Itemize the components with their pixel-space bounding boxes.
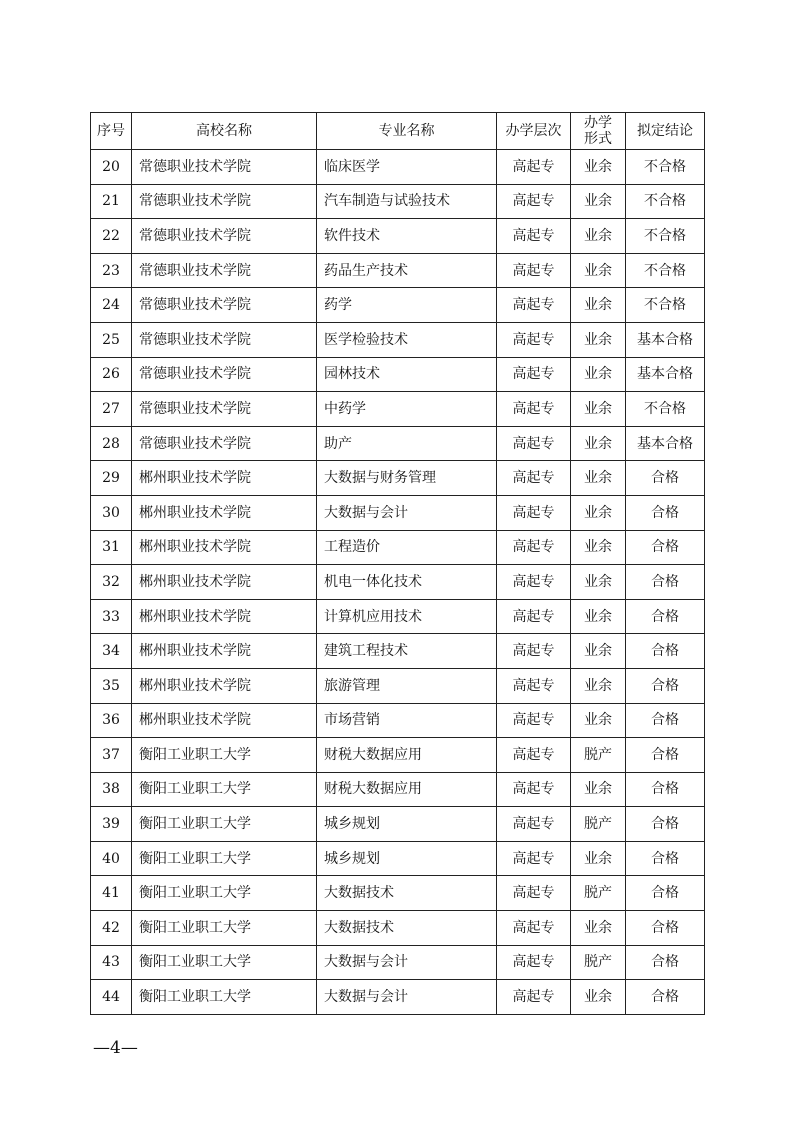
header-conclusion: 拟定结论: [626, 113, 705, 150]
cell-form: 业余: [571, 703, 626, 738]
cell-school: 衡阳工业职工大学: [132, 841, 317, 876]
cell-conclusion: 基本合格: [626, 322, 705, 357]
cell-conclusion: 不合格: [626, 253, 705, 288]
cell-school: 郴州职业技术学院: [132, 599, 317, 634]
header-form: [571, 113, 626, 150]
table-row: [91, 253, 705, 288]
cell-school: 衡阳工业职工大学: [132, 980, 317, 1015]
cell-conclusion: 合格: [626, 565, 705, 600]
cell-school: 常德职业技术学院: [132, 184, 317, 219]
cell-level: 高起专: [497, 495, 571, 530]
cell-form: 业余: [571, 357, 626, 392]
cell-major: 大数据与会计: [317, 945, 497, 980]
cell-school: 郴州职业技术学院: [132, 634, 317, 669]
cell-major: 工程造价: [317, 530, 497, 565]
header-major: 专业名称: [317, 113, 497, 150]
cell-major: 财税大数据应用: [317, 738, 497, 773]
cell-school: 郴州职业技术学院: [132, 565, 317, 600]
cell-form: 业余: [571, 392, 626, 427]
table-row: [91, 841, 705, 876]
cell-form: 脱产: [571, 738, 626, 773]
table-row: [91, 530, 705, 565]
table-row: [91, 322, 705, 357]
cell-form: 业余: [571, 253, 626, 288]
cell-level: 高起专: [497, 219, 571, 254]
cell-major: 大数据与财务管理: [317, 461, 497, 496]
cell-form: 业余: [571, 150, 626, 185]
cell-major: 计算机应用技术: [317, 599, 497, 634]
cell-index: 28: [91, 426, 132, 461]
table-row: [91, 945, 705, 980]
cell-conclusion: 合格: [626, 911, 705, 946]
cell-level: 高起专: [497, 634, 571, 669]
cell-school: 衡阳工业职工大学: [132, 876, 317, 911]
cell-major: 临床医学: [317, 150, 497, 185]
cell-form: 业余: [571, 288, 626, 323]
table-row: [91, 911, 705, 946]
cell-conclusion: 不合格: [626, 184, 705, 219]
cell-major: 汽车制造与试验技术: [317, 184, 497, 219]
cell-conclusion: 不合格: [626, 392, 705, 427]
table-row: [91, 703, 705, 738]
header-school: 高校名称: [132, 113, 317, 150]
table-row: [91, 150, 705, 185]
cell-school: 常德职业技术学院: [132, 150, 317, 185]
cell-conclusion: 合格: [626, 495, 705, 530]
header-index: 序号: [91, 113, 132, 150]
evaluation-table: [90, 112, 705, 1015]
cell-conclusion: 合格: [626, 530, 705, 565]
table-row: [91, 807, 705, 842]
cell-conclusion: 基本合格: [626, 357, 705, 392]
cell-level: 高起专: [497, 461, 571, 496]
cell-level: 高起专: [497, 150, 571, 185]
cell-index: 27: [91, 392, 132, 427]
table-row: [91, 184, 705, 219]
cell-conclusion: 合格: [626, 841, 705, 876]
cell-form: 业余: [571, 461, 626, 496]
cell-school: 常德职业技术学院: [132, 253, 317, 288]
header-level: 办学层次: [497, 113, 571, 150]
cell-index: 43: [91, 945, 132, 980]
cell-school: 郴州职业技术学院: [132, 703, 317, 738]
cell-conclusion: 基本合格: [626, 426, 705, 461]
cell-school: 常德职业技术学院: [132, 322, 317, 357]
header-row: [91, 113, 705, 150]
cell-level: 高起专: [497, 738, 571, 773]
cell-index: 26: [91, 357, 132, 392]
cell-level: 高起专: [497, 599, 571, 634]
cell-index: 29: [91, 461, 132, 496]
table-header: [91, 113, 705, 150]
cell-form: 业余: [571, 634, 626, 669]
cell-major: 机电一体化技术: [317, 565, 497, 600]
cell-index: 23: [91, 253, 132, 288]
cell-school: 常德职业技术学院: [132, 219, 317, 254]
cell-conclusion: 合格: [626, 738, 705, 773]
cell-school: 郴州职业技术学院: [132, 495, 317, 530]
cell-level: 高起专: [497, 703, 571, 738]
cell-index: 42: [91, 911, 132, 946]
cell-major: 软件技术: [317, 219, 497, 254]
cell-index: 38: [91, 772, 132, 807]
page-number: —4—: [93, 1038, 138, 1058]
cell-major: 药品生产技术: [317, 253, 497, 288]
cell-major: 大数据技术: [317, 876, 497, 911]
cell-level: 高起专: [497, 772, 571, 807]
cell-major: 大数据与会计: [317, 495, 497, 530]
cell-conclusion: 合格: [626, 876, 705, 911]
table-row: [91, 357, 705, 392]
table-row: [91, 738, 705, 773]
cell-conclusion: 合格: [626, 980, 705, 1015]
cell-level: 高起专: [497, 392, 571, 427]
cell-level: 高起专: [497, 945, 571, 980]
cell-form: 业余: [571, 219, 626, 254]
table-row: [91, 495, 705, 530]
cell-form: 业余: [571, 565, 626, 600]
cell-conclusion: 合格: [626, 668, 705, 703]
cell-level: 高起专: [497, 184, 571, 219]
cell-major: 中药学: [317, 392, 497, 427]
cell-level: 高起专: [497, 253, 571, 288]
table-row: [91, 288, 705, 323]
cell-major: 大数据与会计: [317, 980, 497, 1015]
table-row: [91, 565, 705, 600]
cell-conclusion: 不合格: [626, 219, 705, 254]
cell-index: 32: [91, 565, 132, 600]
cell-school: 郴州职业技术学院: [132, 461, 317, 496]
cell-level: 高起专: [497, 288, 571, 323]
table-row: [91, 599, 705, 634]
cell-index: 21: [91, 184, 132, 219]
cell-level: 高起专: [497, 876, 571, 911]
cell-major: 市场营销: [317, 703, 497, 738]
cell-form: 业余: [571, 911, 626, 946]
cell-form: 业余: [571, 530, 626, 565]
table-row: [91, 634, 705, 669]
table-row: [91, 219, 705, 254]
cell-school: 衡阳工业职工大学: [132, 738, 317, 773]
header-form-line2: 形式: [584, 131, 612, 147]
cell-form: 脱产: [571, 876, 626, 911]
table-row: [91, 980, 705, 1015]
cell-school: 郴州职业技术学院: [132, 668, 317, 703]
cell-form: 业余: [571, 426, 626, 461]
cell-form: 业余: [571, 772, 626, 807]
cell-major: 城乡规划: [317, 807, 497, 842]
header-form-line1: 办学: [584, 115, 612, 131]
cell-major: 药学: [317, 288, 497, 323]
cell-index: 40: [91, 841, 132, 876]
cell-index: 39: [91, 807, 132, 842]
cell-index: 41: [91, 876, 132, 911]
cell-level: 高起专: [497, 426, 571, 461]
cell-index: 24: [91, 288, 132, 323]
cell-school: 衡阳工业职工大学: [132, 945, 317, 980]
cell-conclusion: 合格: [626, 772, 705, 807]
cell-form: 脱产: [571, 807, 626, 842]
cell-level: 高起专: [497, 980, 571, 1015]
cell-index: 33: [91, 599, 132, 634]
table-row: [91, 392, 705, 427]
table-row: [91, 668, 705, 703]
cell-form: 业余: [571, 841, 626, 876]
cell-index: 36: [91, 703, 132, 738]
cell-major: 建筑工程技术: [317, 634, 497, 669]
cell-level: 高起专: [497, 807, 571, 842]
table-body: [91, 150, 705, 1015]
cell-level: 高起专: [497, 530, 571, 565]
cell-school: 郴州职业技术学院: [132, 530, 317, 565]
table-row: [91, 461, 705, 496]
cell-school: 常德职业技术学院: [132, 392, 317, 427]
cell-index: 22: [91, 219, 132, 254]
cell-index: 37: [91, 738, 132, 773]
cell-index: 20: [91, 150, 132, 185]
cell-index: 34: [91, 634, 132, 669]
cell-level: 高起专: [497, 565, 571, 600]
cell-conclusion: 合格: [626, 807, 705, 842]
cell-index: 44: [91, 980, 132, 1015]
cell-form: 业余: [571, 495, 626, 530]
cell-index: 31: [91, 530, 132, 565]
cell-school: 衡阳工业职工大学: [132, 772, 317, 807]
cell-school: 衡阳工业职工大学: [132, 807, 317, 842]
cell-form: 业余: [571, 322, 626, 357]
cell-form: 脱产: [571, 945, 626, 980]
cell-school: 常德职业技术学院: [132, 357, 317, 392]
cell-school: 衡阳工业职工大学: [132, 911, 317, 946]
cell-conclusion: 不合格: [626, 288, 705, 323]
cell-major: 助产: [317, 426, 497, 461]
cell-form: 业余: [571, 599, 626, 634]
cell-level: 高起专: [497, 911, 571, 946]
cell-conclusion: 合格: [626, 634, 705, 669]
cell-major: 园林技术: [317, 357, 497, 392]
cell-conclusion: 合格: [626, 461, 705, 496]
cell-level: 高起专: [497, 841, 571, 876]
table-row: [91, 772, 705, 807]
cell-school: 常德职业技术学院: [132, 426, 317, 461]
cell-index: 25: [91, 322, 132, 357]
cell-conclusion: 合格: [626, 599, 705, 634]
cell-major: 财税大数据应用: [317, 772, 497, 807]
cell-level: 高起专: [497, 357, 571, 392]
cell-major: 大数据技术: [317, 911, 497, 946]
cell-index: 35: [91, 668, 132, 703]
cell-form: 业余: [571, 184, 626, 219]
cell-conclusion: 合格: [626, 945, 705, 980]
cell-level: 高起专: [497, 668, 571, 703]
cell-conclusion: 合格: [626, 703, 705, 738]
cell-major: 旅游管理: [317, 668, 497, 703]
cell-index: 30: [91, 495, 132, 530]
cell-form: 业余: [571, 668, 626, 703]
cell-major: 医学检验技术: [317, 322, 497, 357]
cell-major: 城乡规划: [317, 841, 497, 876]
cell-level: 高起专: [497, 322, 571, 357]
cell-school: 常德职业技术学院: [132, 288, 317, 323]
table-row: [91, 426, 705, 461]
cell-conclusion: 不合格: [626, 150, 705, 185]
table-row: [91, 876, 705, 911]
cell-form: 业余: [571, 980, 626, 1015]
